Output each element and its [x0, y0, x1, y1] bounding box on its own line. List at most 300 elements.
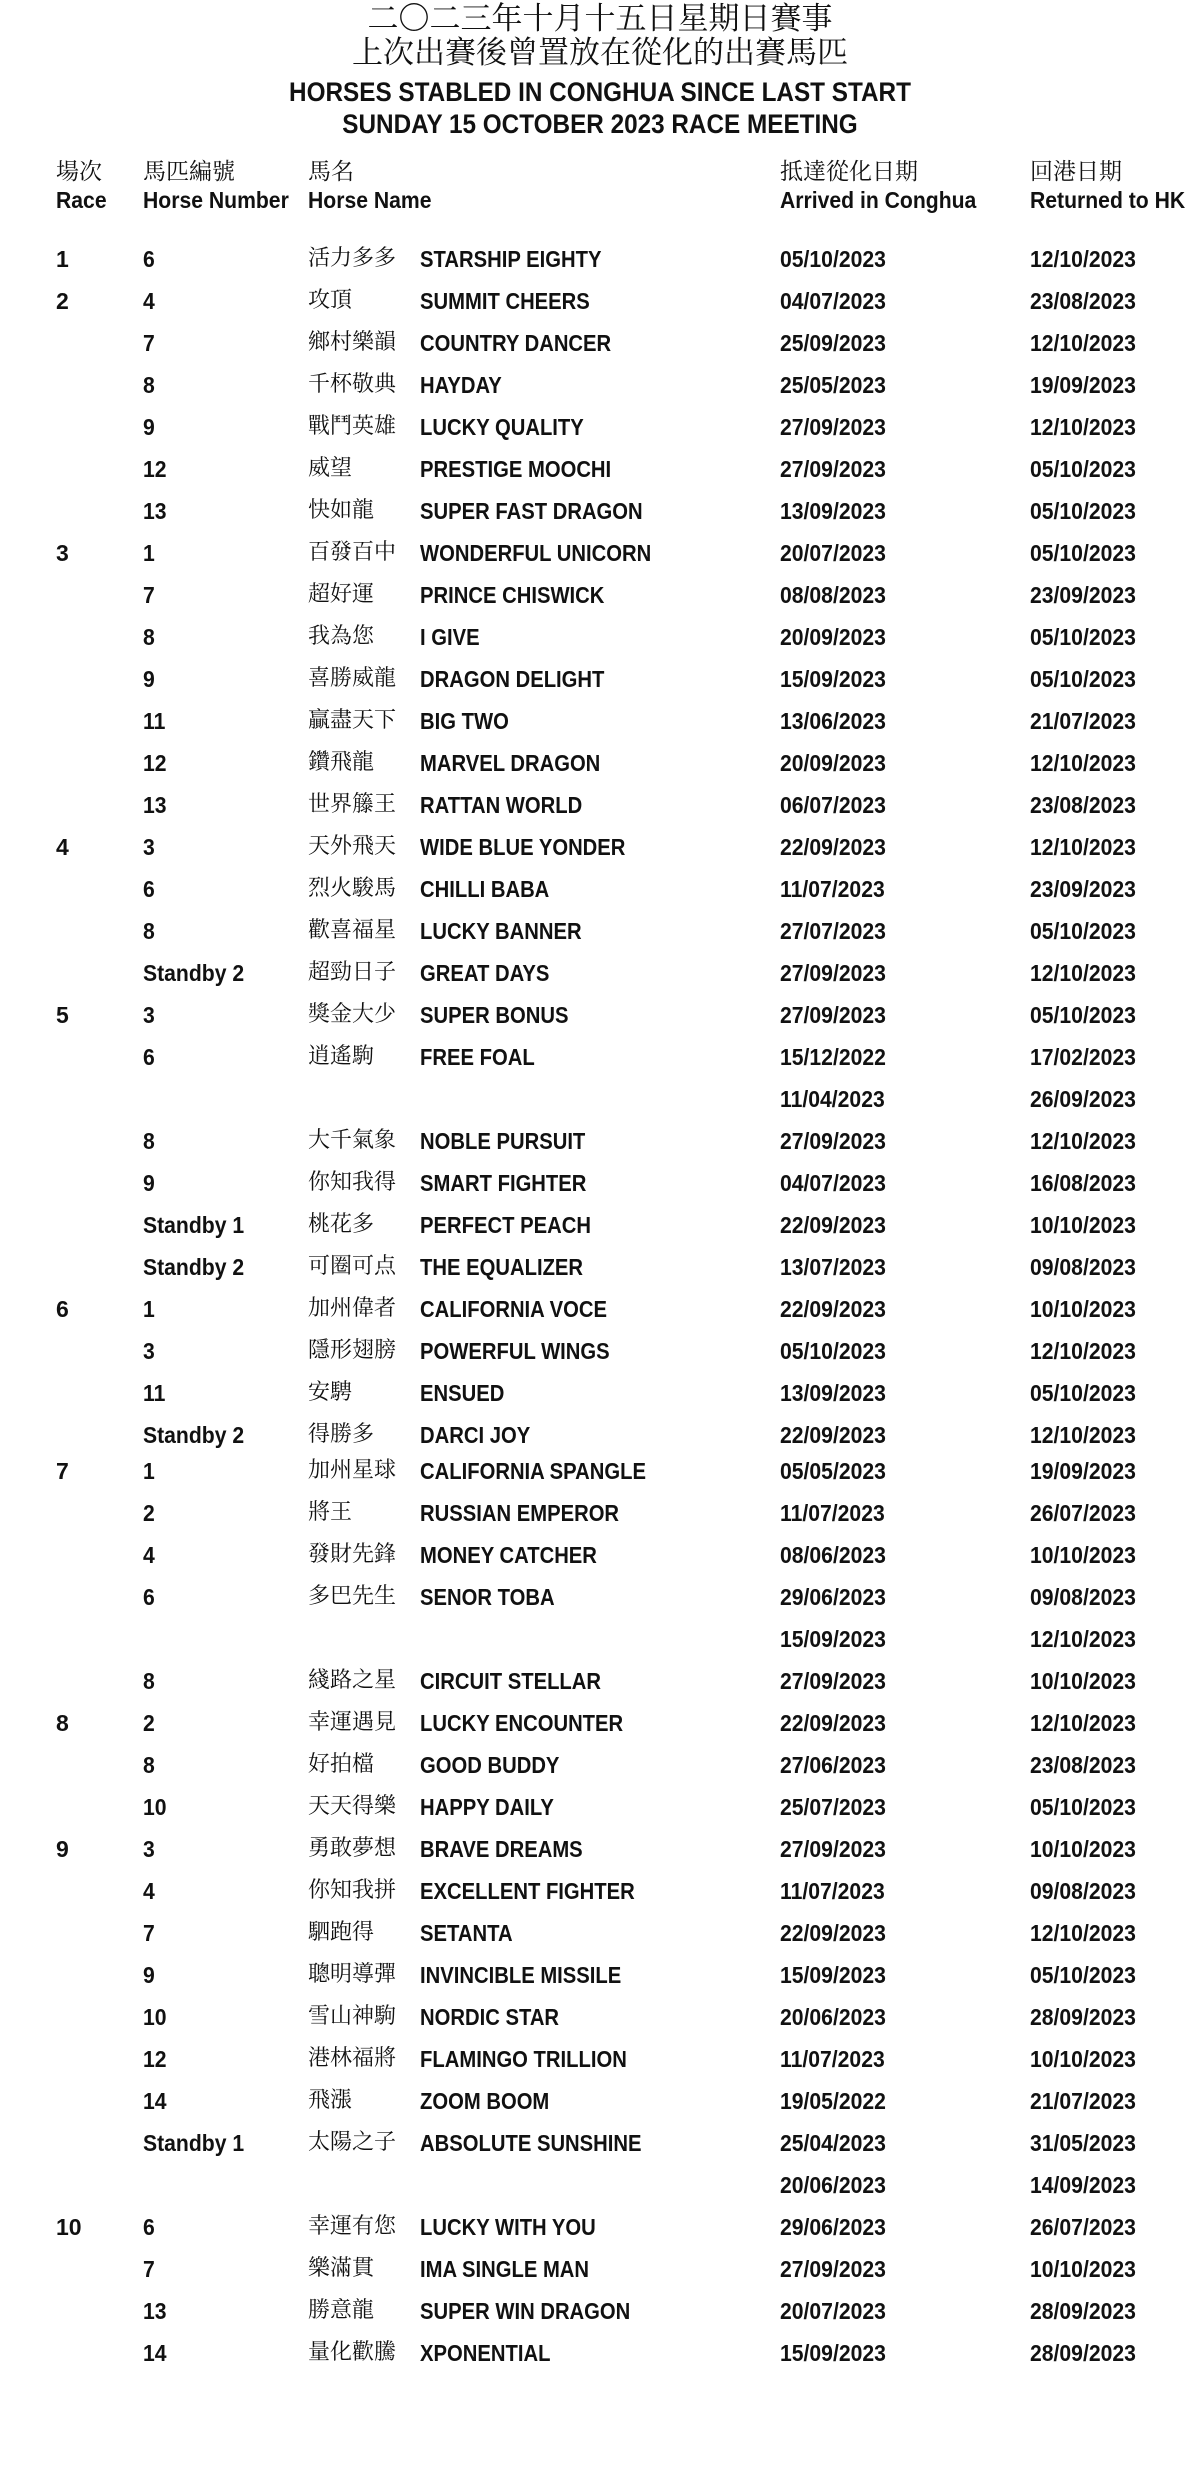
horse-name-en-cell: LUCKY WITH YOU — [420, 2214, 596, 2240]
horse-name-zh-cell: 歡喜福星 — [308, 918, 397, 943]
horse-number-cell: Standby 2 — [143, 1422, 245, 1448]
arrived-conghua-date-cell: 27/09/2023 — [780, 1836, 886, 1862]
returned-hk-date-cell: 23/08/2023 — [1030, 792, 1136, 818]
header-returned-hk-en: Returned to HK — [1030, 187, 1186, 213]
race-number-cell: 6 — [56, 1296, 69, 1322]
horse-name-zh-cell: 加州偉者 — [308, 1296, 397, 1321]
horse-name-en-cell: LUCKY QUALITY — [420, 414, 584, 440]
title-english-line-1: HORSES STABLED IN CONGHUA SINCE LAST START — [289, 77, 911, 107]
arrived-conghua-date-cell: 22/09/2023 — [780, 834, 886, 860]
returned-hk-date-cell: 10/10/2023 — [1030, 1668, 1136, 1694]
horse-name-en-cell: PERFECT PEACH — [420, 1212, 591, 1238]
horse-name-en-cell: MARVEL DRAGON — [420, 750, 601, 776]
returned-hk-date-cell: 21/07/2023 — [1030, 2088, 1136, 2114]
arrived-conghua-date-cell: 27/09/2023 — [780, 960, 886, 986]
table-row — [0, 1492, 1200, 1534]
arrived-conghua-date-cell: 27/06/2023 — [780, 1752, 886, 1778]
arrived-conghua-date-cell: 15/09/2023 — [780, 666, 886, 692]
header-horse-number-en: Horse Number — [143, 187, 289, 213]
arrived-conghua-date-cell: 13/09/2023 — [780, 498, 886, 524]
horse-name-zh-cell: 逍遙駒 — [308, 1044, 375, 1069]
arrived-conghua-date-cell: 15/12/2022 — [780, 1044, 886, 1070]
horse-name-zh-cell: 我為您 — [308, 624, 375, 649]
table-row — [0, 1618, 1200, 1660]
table-row — [0, 1450, 1200, 1492]
arrived-conghua-date-cell: 27/09/2023 — [780, 1128, 886, 1154]
horse-name-en-cell: GOOD BUDDY — [420, 1752, 560, 1778]
returned-hk-date-cell: 26/07/2023 — [1030, 2214, 1136, 2240]
horse-number-cell: Standby 1 — [143, 1212, 245, 1238]
arrived-conghua-date-cell: 13/06/2023 — [780, 708, 886, 734]
horse-name-zh-cell: 勝意龍 — [308, 2298, 375, 2323]
arrived-conghua-date-cell: 27/07/2023 — [780, 918, 886, 944]
arrived-conghua-date-cell: 20/07/2023 — [780, 2298, 886, 2324]
returned-hk-date-cell: 12/10/2023 — [1030, 1128, 1136, 1154]
arrived-conghua-date-cell: 22/09/2023 — [780, 1212, 886, 1238]
horse-number-cell: 8 — [143, 372, 155, 398]
returned-hk-date-cell: 12/10/2023 — [1030, 414, 1136, 440]
table-row — [0, 406, 1200, 448]
horse-name-zh-cell: 飛漲 — [308, 2088, 353, 2113]
arrived-conghua-date-cell: 27/09/2023 — [780, 1668, 886, 1694]
table-row — [0, 280, 1200, 322]
returned-hk-date-cell: 12/10/2023 — [1030, 330, 1136, 356]
horse-name-en-cell: SENOR TOBA — [420, 1584, 555, 1610]
horse-number-cell: 7 — [143, 330, 155, 356]
arrived-conghua-date-cell: 15/09/2023 — [780, 2340, 886, 2366]
header-horse-number — [143, 158, 301, 214]
horse-name-zh-cell: 可圈可点 — [308, 1254, 397, 1279]
horse-name-zh-cell: 攻頂 — [308, 288, 353, 313]
header-returned-hk — [1030, 158, 1199, 214]
horse-name-zh-cell: 聰明導彈 — [308, 1962, 397, 1987]
header-horse-name-zh: 馬名 — [308, 159, 354, 185]
arrived-conghua-date-cell: 13/09/2023 — [780, 1380, 886, 1406]
table-row — [0, 1078, 1200, 1120]
horse-number-cell: 14 — [143, 2340, 167, 2366]
table-row — [0, 1372, 1200, 1414]
horse-name-en-cell: DARCI JOY — [420, 1422, 531, 1448]
returned-hk-date-cell: 05/10/2023 — [1030, 666, 1136, 692]
horse-number-cell: Standby 1 — [143, 2130, 245, 2156]
horse-name-zh-cell: 幸運遇見 — [308, 1710, 397, 1735]
arrived-conghua-date-cell: 11/07/2023 — [780, 876, 885, 902]
horse-number-cell: 6 — [143, 2214, 155, 2240]
arrived-conghua-date-cell: 06/07/2023 — [780, 792, 886, 818]
horse-name-en-cell: CALIFORNIA SPANGLE — [420, 1458, 647, 1484]
horse-name-en-cell: RUSSIAN EMPEROR — [420, 1500, 620, 1526]
horse-number-cell: 3 — [143, 1002, 155, 1028]
arrived-conghua-date-cell: 25/09/2023 — [780, 330, 886, 356]
horse-number-cell: 11 — [143, 1380, 166, 1406]
arrived-conghua-date-cell: 20/07/2023 — [780, 540, 886, 566]
returned-hk-date-cell: 12/10/2023 — [1030, 1626, 1136, 1652]
table-row — [0, 364, 1200, 406]
horse-name-en-cell: ABSOLUTE SUNSHINE — [420, 2130, 642, 2156]
returned-hk-date-cell: 28/09/2023 — [1030, 2004, 1136, 2030]
horse-name-zh-cell: 大千氣象 — [308, 1128, 397, 1153]
horse-name-zh-cell: 活力多多 — [308, 246, 397, 271]
horse-number-cell: 6 — [143, 246, 155, 272]
arrived-conghua-date-cell: 15/09/2023 — [780, 1962, 886, 1988]
race-number-cell: 4 — [56, 834, 69, 860]
horse-number-cell: 7 — [143, 2256, 155, 2282]
arrived-conghua-date-cell: 15/09/2023 — [780, 1626, 886, 1652]
horse-name-en-cell: FLAMINGO TRILLION — [420, 2046, 627, 2072]
horse-number-cell: 1 — [143, 540, 155, 566]
returned-hk-date-cell: 05/10/2023 — [1030, 918, 1136, 944]
table-row — [0, 1330, 1200, 1372]
header-horse-number-zh: 馬匹編號 — [143, 159, 235, 185]
table-row — [0, 2080, 1200, 2122]
horse-number-cell: Standby 2 — [143, 960, 245, 986]
horse-name-zh-cell: 幸運有您 — [308, 2214, 397, 2239]
horse-name-zh-cell: 好拍檔 — [308, 1752, 375, 1777]
arrived-conghua-date-cell: 22/09/2023 — [780, 1296, 886, 1322]
arrived-conghua-date-cell: 22/09/2023 — [780, 1920, 886, 1946]
returned-hk-date-cell: 05/10/2023 — [1030, 540, 1136, 566]
horse-name-zh-cell: 超好運 — [308, 582, 375, 607]
table-row — [0, 1576, 1200, 1618]
horse-number-cell: 7 — [143, 1920, 155, 1946]
horse-name-zh-cell: 超勁日子 — [308, 960, 397, 985]
arrived-conghua-date-cell: 05/05/2023 — [780, 1458, 886, 1484]
horse-name-en-cell: WIDE BLUE YONDER — [420, 834, 626, 860]
race-number-cell: 8 — [56, 1710, 69, 1736]
arrived-conghua-date-cell: 29/06/2023 — [780, 2214, 886, 2240]
horse-name-zh-cell: 綫路之星 — [308, 1668, 397, 1693]
returned-hk-date-cell: 10/10/2023 — [1030, 2256, 1136, 2282]
arrived-conghua-date-cell: 25/04/2023 — [780, 2130, 886, 2156]
header-race-zh: 場次 — [56, 159, 102, 185]
table-row — [0, 994, 1200, 1036]
horse-number-cell: 3 — [143, 1836, 155, 1862]
returned-hk-date-cell: 10/10/2023 — [1030, 1542, 1136, 1568]
horse-number-cell: 9 — [143, 414, 155, 440]
horse-name-en-cell: SETANTA — [420, 1920, 513, 1946]
arrived-conghua-date-cell: 11/07/2023 — [780, 1878, 885, 1904]
horse-name-en-cell: PRESTIGE MOOCHI — [420, 456, 612, 482]
arrived-conghua-date-cell: 29/06/2023 — [780, 1584, 886, 1610]
horse-name-en-cell: NOBLE PURSUIT — [420, 1128, 586, 1154]
returned-hk-date-cell: 21/07/2023 — [1030, 708, 1136, 734]
horse-name-en-cell: SUPER BONUS — [420, 1002, 569, 1028]
table-row — [0, 1534, 1200, 1576]
horse-number-cell: 8 — [143, 624, 155, 650]
table-row — [0, 1786, 1200, 1828]
horse-name-en-cell: NORDIC STAR — [420, 2004, 560, 2030]
table-row — [0, 910, 1200, 952]
horse-number-cell: 2 — [143, 1500, 155, 1526]
horse-name-zh-cell: 威望 — [308, 456, 353, 481]
horse-name-zh-cell: 鑽飛龍 — [308, 750, 375, 775]
arrived-conghua-date-cell: 25/07/2023 — [780, 1794, 886, 1820]
returned-hk-date-cell: 26/09/2023 — [1030, 1086, 1136, 1112]
arrived-conghua-date-cell: 22/09/2023 — [780, 1710, 886, 1736]
horse-number-cell: 7 — [143, 582, 155, 608]
horse-name-en-cell: EXCELLENT FIGHTER — [420, 1878, 635, 1904]
horse-name-zh-cell: 世界籐王 — [308, 792, 397, 817]
header-arrived-conghua-en: Arrived in Conghua — [780, 187, 977, 213]
returned-hk-date-cell: 05/10/2023 — [1030, 456, 1136, 482]
returned-hk-date-cell: 12/10/2023 — [1030, 834, 1136, 860]
horse-number-cell: 12 — [143, 456, 167, 482]
horse-name-en-cell: IMA SINGLE MAN — [420, 2256, 590, 2282]
table-row — [0, 322, 1200, 364]
horse-number-cell: 8 — [143, 1668, 155, 1694]
horse-name-zh-cell: 得勝多 — [308, 1422, 375, 1447]
returned-hk-date-cell: 09/08/2023 — [1030, 1254, 1136, 1280]
table-row — [0, 2290, 1200, 2332]
arrived-conghua-date-cell: 27/09/2023 — [780, 414, 886, 440]
returned-hk-date-cell: 28/09/2023 — [1030, 2340, 1136, 2366]
table-row — [0, 2122, 1200, 2164]
returned-hk-date-cell: 12/10/2023 — [1030, 960, 1136, 986]
table-row — [0, 1996, 1200, 2038]
arrived-conghua-date-cell: 20/09/2023 — [780, 624, 886, 650]
table-row — [0, 1870, 1200, 1912]
horse-number-cell: 8 — [143, 918, 155, 944]
header-returned-hk-zh: 回港日期 — [1030, 159, 1122, 185]
table-row — [0, 1954, 1200, 1996]
horse-name-zh-cell: 雪山神駒 — [308, 2004, 397, 2029]
table-row — [0, 2038, 1200, 2080]
returned-hk-date-cell: 26/07/2023 — [1030, 1500, 1136, 1526]
horse-name-en-cell: I GIVE — [420, 624, 480, 650]
horse-name-en-cell: BIG TWO — [420, 708, 509, 734]
arrived-conghua-date-cell: 04/07/2023 — [780, 288, 886, 314]
table-row — [0, 868, 1200, 910]
horse-name-en-cell: DRAGON DELIGHT — [420, 666, 605, 692]
table-row — [0, 238, 1200, 280]
horse-name-en-cell: SUPER FAST DRAGON — [420, 498, 643, 524]
horse-name-zh-cell: 太陽之子 — [308, 2130, 397, 2155]
table-row — [0, 2332, 1200, 2374]
table-row — [0, 784, 1200, 826]
horse-number-cell: 13 — [143, 498, 167, 524]
table-row — [0, 532, 1200, 574]
returned-hk-date-cell: 05/10/2023 — [1030, 1962, 1136, 1988]
horse-number-cell: 10 — [143, 2004, 167, 2030]
table-row — [0, 1702, 1200, 1744]
horse-name-en-cell: PRINCE CHISWICK — [420, 582, 605, 608]
horse-number-cell: 12 — [143, 750, 167, 776]
table-row — [0, 1828, 1200, 1870]
table-row — [0, 2248, 1200, 2290]
horse-name-en-cell: HAYDAY — [420, 372, 502, 398]
horse-number-cell: 1 — [143, 1458, 155, 1484]
horse-name-en-cell: ZOOM BOOM — [420, 2088, 550, 2114]
returned-hk-date-cell: 14/09/2023 — [1030, 2172, 1136, 2198]
table-row — [0, 2164, 1200, 2206]
horse-name-zh-cell: 港林福將 — [308, 2046, 397, 2071]
horse-name-en-cell: ENSUED — [420, 1380, 505, 1406]
returned-hk-date-cell: 23/09/2023 — [1030, 582, 1136, 608]
table-row — [0, 826, 1200, 868]
horse-name-zh-cell: 勇敢夢想 — [308, 1836, 397, 1861]
horse-name-en-cell: BRAVE DREAMS — [420, 1836, 583, 1862]
race-number-cell: 2 — [56, 288, 69, 314]
horse-name-zh-cell: 駟跑得 — [308, 1920, 375, 1945]
horse-name-zh-cell: 戰鬥英雄 — [308, 414, 397, 439]
header-race — [56, 158, 111, 214]
horse-name-zh-cell: 你知我得 — [308, 1170, 397, 1195]
horse-number-cell: 4 — [143, 1878, 155, 1904]
returned-hk-date-cell: 12/10/2023 — [1030, 750, 1136, 776]
horse-name-en-cell: FREE FOAL — [420, 1044, 535, 1070]
horse-name-en-cell: CALIFORNIA VOCE — [420, 1296, 608, 1322]
returned-hk-date-cell: 16/08/2023 — [1030, 1170, 1136, 1196]
arrived-conghua-date-cell: 05/10/2023 — [780, 1338, 886, 1364]
horse-name-en-cell: SUPER WIN DRAGON — [420, 2298, 631, 2324]
arrived-conghua-date-cell: 13/07/2023 — [780, 1254, 886, 1280]
horse-number-cell: 13 — [143, 792, 167, 818]
returned-hk-date-cell: 19/09/2023 — [1030, 1458, 1136, 1484]
returned-hk-date-cell: 09/08/2023 — [1030, 1584, 1136, 1610]
horse-name-en-cell: HAPPY DAILY — [420, 1794, 554, 1820]
horse-number-cell: 4 — [143, 1542, 155, 1568]
arrived-conghua-date-cell: 04/07/2023 — [780, 1170, 886, 1196]
table-row — [0, 1204, 1200, 1246]
returned-hk-date-cell: 23/08/2023 — [1030, 1752, 1136, 1778]
race-number-cell: 7 — [56, 1458, 69, 1484]
header-arrived-conghua-zh: 抵達從化日期 — [780, 159, 918, 185]
horse-name-en-cell: SMART FIGHTER — [420, 1170, 587, 1196]
horse-number-cell: 6 — [143, 1044, 155, 1070]
header-race-en: Race — [56, 187, 107, 213]
title-chinese-line-1: 二〇二三年十月十五日星期日賽事 — [367, 1, 833, 37]
header-arrived-conghua — [780, 158, 993, 214]
table-row — [0, 490, 1200, 532]
horse-name-zh-cell: 獎金大少 — [308, 1002, 397, 1027]
horse-name-en-cell: XPONENTIAL — [420, 2340, 551, 2366]
returned-hk-date-cell: 10/10/2023 — [1030, 2046, 1136, 2072]
returned-hk-date-cell: 12/10/2023 — [1030, 246, 1136, 272]
horse-name-zh-cell: 千杯敬典 — [308, 372, 397, 397]
horse-name-en-cell: INVINCIBLE MISSILE — [420, 1962, 622, 1988]
arrived-conghua-date-cell: 11/04/2023 — [780, 1086, 885, 1112]
arrived-conghua-date-cell: 05/10/2023 — [780, 246, 886, 272]
arrived-conghua-date-cell: 20/06/2023 — [780, 2172, 886, 2198]
returned-hk-date-cell: 23/09/2023 — [1030, 876, 1136, 902]
horse-number-cell: 2 — [143, 1710, 155, 1736]
table-row — [0, 1120, 1200, 1162]
horse-name-zh-cell: 快如龍 — [308, 498, 375, 523]
arrived-conghua-date-cell: 19/05/2022 — [780, 2088, 886, 2114]
horse-name-en-cell: GREAT DAYS — [420, 960, 550, 986]
arrived-conghua-date-cell: 08/08/2023 — [780, 582, 886, 608]
returned-hk-date-cell: 05/10/2023 — [1030, 624, 1136, 650]
returned-hk-date-cell: 12/10/2023 — [1030, 1710, 1136, 1736]
horse-number-cell: 8 — [143, 1128, 155, 1154]
returned-hk-date-cell: 10/10/2023 — [1030, 1212, 1136, 1238]
race-number-cell: 3 — [56, 540, 69, 566]
table-row — [0, 1744, 1200, 1786]
arrived-conghua-date-cell: 11/07/2023 — [780, 2046, 885, 2072]
table-row — [0, 1288, 1200, 1330]
horse-name-zh-cell: 天天得樂 — [308, 1794, 397, 1819]
horse-number-cell: 8 — [143, 1752, 155, 1778]
race-number-cell: 5 — [56, 1002, 69, 1028]
horse-number-cell: 10 — [143, 1794, 167, 1820]
horse-name-en-cell: LUCKY BANNER — [420, 918, 582, 944]
horse-number-cell: 11 — [143, 708, 166, 734]
table-row — [0, 574, 1200, 616]
horse-number-cell: 1 — [143, 1296, 155, 1322]
returned-hk-date-cell: 12/10/2023 — [1030, 1920, 1136, 1946]
horse-name-en-cell: THE EQUALIZER — [420, 1254, 584, 1280]
arrived-conghua-date-cell: 20/09/2023 — [780, 750, 886, 776]
table-row — [0, 1162, 1200, 1204]
horse-name-zh-cell: 將王 — [308, 1500, 353, 1525]
table-row — [0, 742, 1200, 784]
horse-number-cell: Standby 2 — [143, 1254, 245, 1280]
horse-name-en-cell: RATTAN WORLD — [420, 792, 583, 818]
returned-hk-date-cell: 05/10/2023 — [1030, 1794, 1136, 1820]
race-number-cell: 9 — [56, 1836, 69, 1862]
arrived-conghua-date-cell: 22/09/2023 — [780, 1422, 886, 1448]
returned-hk-date-cell: 19/09/2023 — [1030, 372, 1136, 398]
arrived-conghua-date-cell: 20/06/2023 — [780, 2004, 886, 2030]
table-row — [0, 1660, 1200, 1702]
horse-name-en-cell: POWERFUL WINGS — [420, 1338, 610, 1364]
horse-number-cell: 13 — [143, 2298, 167, 2324]
table-row — [0, 1036, 1200, 1078]
horse-name-zh-cell: 量化歡騰 — [308, 2340, 397, 2365]
horse-name-en-cell: LUCKY ENCOUNTER — [420, 1710, 624, 1736]
horse-name-zh-cell: 天外飛天 — [308, 834, 397, 859]
returned-hk-date-cell: 10/10/2023 — [1030, 1836, 1136, 1862]
horse-name-zh-cell: 喜勝威龍 — [308, 666, 397, 691]
horse-name-zh-cell: 烈火駿馬 — [308, 876, 397, 901]
race-number-cell: 1 — [56, 246, 69, 272]
title-chinese-line-2: 上次出賽後曾置放在從化的出賽馬匹 — [352, 35, 848, 71]
horse-name-en-cell: MONEY CATCHER — [420, 1542, 597, 1568]
horse-name-zh-cell: 安騁 — [308, 1380, 353, 1405]
horse-name-en-cell: WONDERFUL UNICORN — [420, 540, 652, 566]
horse-name-zh-cell: 鄉村樂韻 — [308, 330, 397, 355]
header-horse-name — [308, 158, 442, 214]
returned-hk-date-cell: 12/10/2023 — [1030, 1422, 1136, 1448]
horse-number-cell: 3 — [143, 834, 155, 860]
document-title-block — [0, 0, 1200, 140]
arrived-conghua-date-cell: 27/09/2023 — [780, 456, 886, 482]
horse-name-zh-cell: 加州星球 — [308, 1458, 397, 1483]
horse-name-en-cell: COUNTRY DANCER — [420, 330, 612, 356]
horse-number-cell: 3 — [143, 1338, 155, 1364]
horse-number-cell: 9 — [143, 1962, 155, 1988]
returned-hk-date-cell: 17/02/2023 — [1030, 1044, 1136, 1070]
returned-hk-date-cell: 10/10/2023 — [1030, 1296, 1136, 1322]
horse-number-cell: 12 — [143, 2046, 167, 2072]
horse-number-cell: 9 — [143, 666, 155, 692]
title-english-line-2: SUNDAY 15 OCTOBER 2023 RACE MEETING — [342, 109, 858, 139]
returned-hk-date-cell: 12/10/2023 — [1030, 1338, 1136, 1364]
horse-name-en-cell: STARSHIP EIGHTY — [420, 246, 602, 272]
header-horse-name-en: Horse Name — [308, 187, 432, 213]
arrived-conghua-date-cell: 11/07/2023 — [780, 1500, 885, 1526]
horse-name-en-cell: SUMMIT CHEERS — [420, 288, 590, 314]
table-row — [0, 658, 1200, 700]
table-row — [0, 2206, 1200, 2248]
horse-number-cell: 6 — [143, 1584, 155, 1610]
arrived-conghua-date-cell: 27/09/2023 — [780, 1002, 886, 1028]
horse-number-cell: 6 — [143, 876, 155, 902]
table-row — [0, 448, 1200, 490]
horse-number-cell: 9 — [143, 1170, 155, 1196]
returned-hk-date-cell: 05/10/2023 — [1030, 1380, 1136, 1406]
horse-name-zh-cell: 桃花多 — [308, 1212, 375, 1237]
